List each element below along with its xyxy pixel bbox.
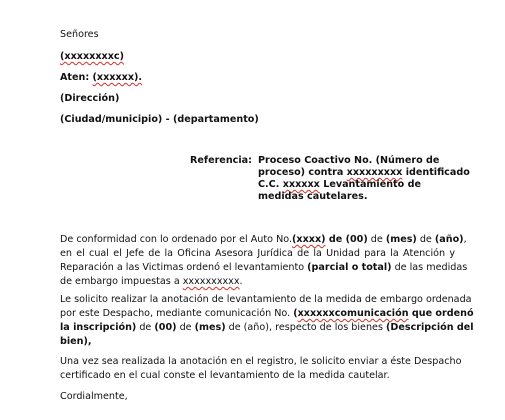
year-placeholder: (año)	[434, 234, 464, 245]
paragraph-1-line-4	[60, 276, 243, 288]
reference-line-4: medidas cautelares.	[258, 191, 368, 202]
paragraph-2-line-4: bien),	[60, 336, 92, 347]
cc-placeholder: xxxxxx	[282, 179, 320, 190]
text: de	[136, 322, 155, 333]
communication-placeholder: xxxxxxcomunicación	[297, 308, 409, 319]
month-placeholder: (mes)	[385, 234, 417, 245]
paragraph-2-line-2	[60, 308, 474, 320]
text: de	[325, 234, 346, 245]
reference-text: proceso) contra	[258, 167, 347, 178]
paragraph-1-line-2: en el cual el Jefe de la Oficina Asesora Jurídica de la Unidad para la Atención y	[60, 248, 455, 259]
text: de	[416, 234, 435, 245]
city-line: (Ciudad/municipio) - (departamento)	[60, 114, 259, 125]
attention-placeholder: (xxxxxx).	[92, 72, 143, 83]
month-placeholder: (mes)	[194, 322, 226, 333]
day-placeholder: (00)	[345, 234, 368, 245]
goods-placeholder: (Descripción del	[386, 322, 474, 333]
text: Reparación a las Victimas ordenó el levantamiento	[60, 262, 308, 273]
defendant-placeholder: xxxxxxxxx	[346, 167, 403, 178]
attention-line	[60, 72, 142, 84]
reference-label: Referencia:	[190, 155, 252, 166]
addressee-placeholder: (xxxxxxxxc)	[60, 51, 124, 62]
text: ,	[463, 234, 467, 245]
reference-text: identificado	[402, 167, 470, 178]
closing: Cordialmente,	[60, 391, 128, 402]
reference-text: Levantamiento de	[319, 179, 421, 190]
text: que ordenó	[408, 308, 474, 319]
day-placeholder: (00)	[154, 322, 177, 333]
paragraph-3-line-1: Una vez sea realizada la anotación en el registro, le solicito enviar a éste Despacho	[60, 356, 462, 367]
paragraph-1-line-3	[60, 262, 468, 274]
scope-placeholder: (parcial o total)	[307, 262, 392, 273]
text: por este Despacho, mediante comunicación No.	[60, 308, 294, 319]
paragraph-1-line-1	[60, 234, 467, 246]
reference-line-3	[258, 179, 421, 191]
text: .	[239, 276, 243, 287]
text: (	[293, 308, 298, 319]
addressee-line	[60, 51, 124, 63]
paragraph-3-line-2: certificado en el cual conste el levantamiento de la medida cautelar.	[60, 370, 390, 381]
reference-line-1: Proceso Coactivo No. (Número de	[258, 155, 440, 166]
text: de	[176, 322, 195, 333]
reference-line-2	[258, 167, 470, 179]
attention-label: Aten:	[60, 72, 90, 83]
paragraph-2-line-1: Le solicito realizar la anotación de levantamiento de la medida de embargo ordenada	[60, 294, 472, 305]
salutation: Señores	[60, 29, 99, 40]
party-placeholder: xxxxxxxxxx	[182, 276, 240, 287]
text: de las medidas	[391, 262, 468, 273]
text: de	[367, 234, 386, 245]
text: De conformidad con lo ordenado por el Auto No.	[60, 234, 292, 245]
text: de (año), respecto de los bienes	[225, 322, 386, 333]
text: la inscripción)	[60, 322, 137, 333]
text: de embargo impuestas a	[60, 276, 183, 287]
address-line: (Dirección)	[60, 93, 120, 104]
paragraph-2-line-3	[60, 322, 474, 334]
auto-number-placeholder: (xxxx)	[292, 234, 326, 245]
reference-text: C.C.	[258, 179, 283, 190]
